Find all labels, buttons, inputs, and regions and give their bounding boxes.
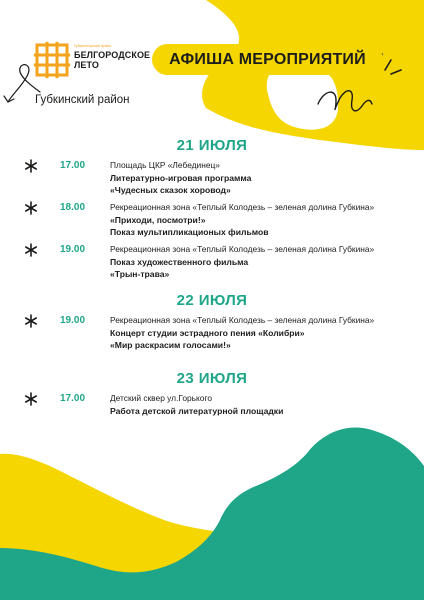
event-item — [24, 160, 424, 196]
event-description — [110, 327, 410, 351]
event-item — [24, 202, 424, 238]
logo-wordmark-line: ЛЕТО — [74, 60, 99, 70]
asterisk-icon — [24, 201, 38, 215]
event-description-line: Литературно-игровая программа — [110, 173, 252, 183]
event-description-line: «Приходи, посмотри!» — [110, 215, 206, 225]
event-time: 19.00 — [60, 315, 86, 326]
event-description — [110, 256, 410, 280]
event-description-line: Работа детской литературной площадки — [110, 406, 284, 416]
day-heading: 23 ИЮЛЯ — [176, 370, 248, 387]
event-description-line: Показ мультипликационых фильмов — [110, 227, 269, 237]
event-time: 17.00 — [60, 160, 86, 171]
event-place: Рекреационная зона «Теплый Колодезь – зеленая долина Губкина» — [110, 202, 375, 212]
event-item — [24, 315, 424, 351]
event-place: Площадь ЦКР «Лебединец» — [110, 160, 220, 170]
event-description-line: «Мир раскрасим голосами!» — [110, 340, 231, 350]
district-label: Губкинский район — [35, 94, 130, 106]
title-banner — [152, 44, 383, 75]
day-heading: 22 ИЮЛЯ — [176, 292, 248, 309]
event-item — [24, 393, 424, 429]
day-heading: 21 ИЮЛЯ — [176, 137, 248, 154]
lattice-window-logo-icon — [34, 42, 70, 78]
asterisk-icon — [24, 392, 38, 406]
event-description-line: «Трын-трава» — [110, 269, 170, 279]
event-description-line: Показ художественного фильма — [110, 257, 249, 267]
event-description — [110, 172, 410, 196]
event-place: Детский сквер ул.Горького — [110, 393, 212, 403]
page-title: АФИША МЕРОПРИЯТИЙ — [169, 51, 366, 68]
logo-wordmark — [74, 50, 151, 70]
event-time: 19.00 — [60, 244, 86, 255]
event-place: Рекреационная зона «Теплый Колодезь – зеленая долина Губкина» — [110, 315, 375, 325]
event-description-line: Концерт студии эстрадного пения «Колибри» — [110, 328, 305, 338]
event-item — [24, 244, 424, 280]
event-time: 17.00 — [60, 393, 86, 404]
event-place: Рекреационная зона «Теплый Колодезь – зеленая долина Губкина» — [110, 244, 375, 254]
logo-caption: Губернаторский проект — [74, 44, 112, 48]
logo-wordmark-line: БЕЛГОРОДСКОЕ — [74, 50, 151, 60]
asterisk-icon — [24, 243, 38, 257]
asterisk-icon — [24, 159, 38, 173]
event-description — [110, 405, 410, 417]
event-time: 18.00 — [60, 202, 86, 213]
event-description — [110, 214, 410, 238]
event-description-line: «Чудесных сказок хоровод» — [110, 185, 231, 195]
brand-logo — [34, 42, 151, 78]
curl-arrowhead — [4, 96, 14, 102]
asterisk-icon — [24, 314, 38, 328]
